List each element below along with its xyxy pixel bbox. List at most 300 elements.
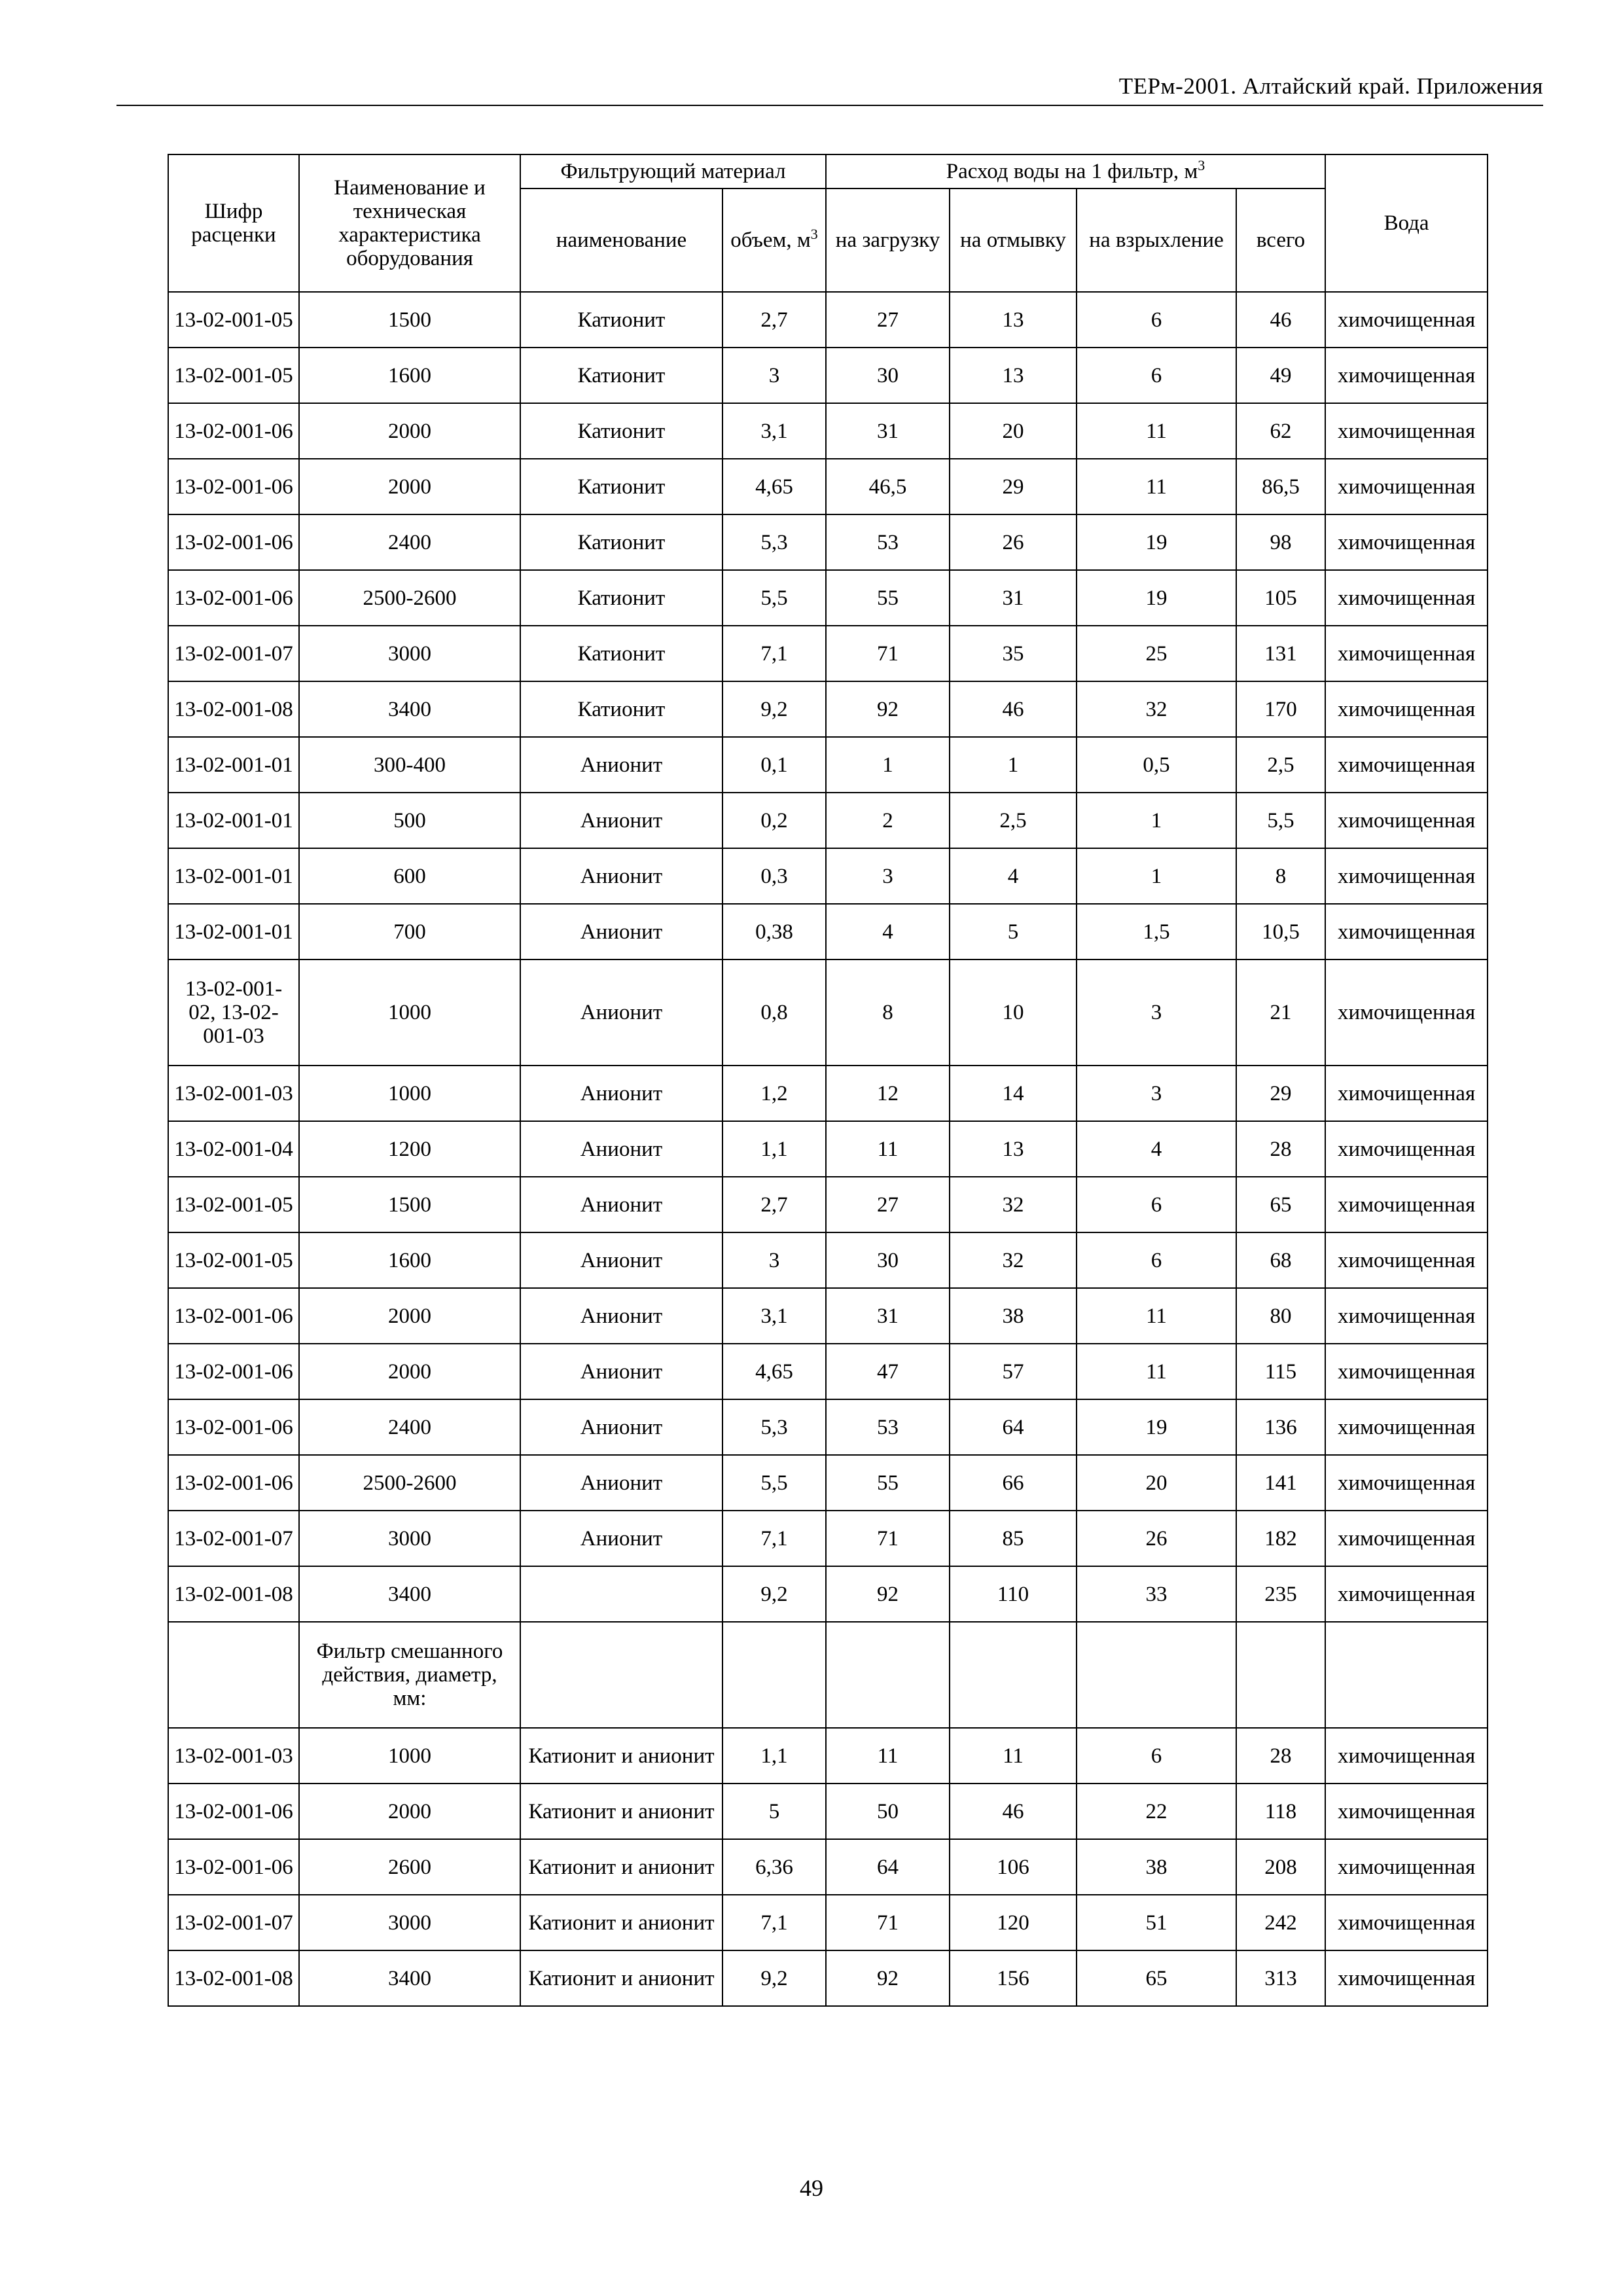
table-row — [168, 793, 1488, 848]
cell-total: 46 — [1236, 292, 1325, 348]
cell-loosening: 11 — [1077, 403, 1236, 459]
cell-washing: 85 — [950, 1511, 1077, 1566]
cell-material: Анионит — [520, 904, 722, 960]
cell-washing: 38 — [950, 1288, 1077, 1344]
cell-washing: 10 — [950, 960, 1077, 1066]
cell-total: 98 — [1236, 514, 1325, 570]
cell-name: 300-400 — [299, 737, 520, 793]
table-row — [168, 1839, 1488, 1895]
cell-loading: 53 — [826, 514, 950, 570]
table-row — [168, 1950, 1488, 2006]
cell-name: 3000 — [299, 1511, 520, 1566]
cell-water: химочищенная — [1325, 1839, 1488, 1895]
cell-material: Катионит — [520, 403, 722, 459]
empty-cell — [950, 1622, 1077, 1728]
cell-material: Катионит и анионит — [520, 1895, 722, 1950]
cell-volume: 1,1 — [722, 1728, 826, 1784]
cell-washing: 32 — [950, 1232, 1077, 1288]
cell-washing: 64 — [950, 1399, 1077, 1455]
cell-washing: 31 — [950, 570, 1077, 626]
cell-code: 13-02-001-03 — [168, 1066, 299, 1121]
empty-cell — [520, 1622, 722, 1728]
table-row — [168, 960, 1488, 1066]
cell-loading: 47 — [826, 1344, 950, 1399]
cell-material: Анионит — [520, 1066, 722, 1121]
cell-code: 13-02-001-07 — [168, 626, 299, 681]
cell-code: 13-02-001-06 — [168, 1455, 299, 1511]
cell-water: химочищенная — [1325, 348, 1488, 403]
cell-loading: 50 — [826, 1784, 950, 1839]
cell-total: 21 — [1236, 960, 1325, 1066]
cell-material: Анионит — [520, 848, 722, 904]
header-loosening: на взрыхление — [1077, 188, 1236, 292]
cell-volume: 3,1 — [722, 1288, 826, 1344]
cell-water: химочищенная — [1325, 737, 1488, 793]
cell-loading: 71 — [826, 626, 950, 681]
cell-volume: 9,2 — [722, 681, 826, 737]
cell-loading: 11 — [826, 1121, 950, 1177]
page-number: 49 — [800, 2175, 823, 2201]
cell-loosening: 19 — [1077, 514, 1236, 570]
cell-washing: 11 — [950, 1728, 1077, 1784]
cell-washing: 2,5 — [950, 793, 1077, 848]
cell-total: 136 — [1236, 1399, 1325, 1455]
cell-material: Анионит — [520, 1344, 722, 1399]
cell-loosening: 1,5 — [1077, 904, 1236, 960]
cell-loosening: 25 — [1077, 626, 1236, 681]
table-row — [168, 848, 1488, 904]
cell-total: 115 — [1236, 1344, 1325, 1399]
empty-cell — [1325, 1622, 1488, 1728]
cell-total: 242 — [1236, 1895, 1325, 1950]
cell-material — [520, 1566, 722, 1622]
cell-water: химочищенная — [1325, 570, 1488, 626]
cell-water: химочищенная — [1325, 1455, 1488, 1511]
cell-loosening: 19 — [1077, 1399, 1236, 1455]
cell-water: химочищенная — [1325, 1066, 1488, 1121]
cell-water: химочищенная — [1325, 1344, 1488, 1399]
cell-loading: 30 — [826, 348, 950, 403]
cell-name: 1000 — [299, 1728, 520, 1784]
cell-loading: 8 — [826, 960, 950, 1066]
cell-volume: 5,5 — [722, 570, 826, 626]
cell-loading: 53 — [826, 1399, 950, 1455]
table-row — [168, 681, 1488, 737]
cell-volume: 0,3 — [722, 848, 826, 904]
cell-code: 13-02-001-02, 13-02-001-03 — [168, 960, 299, 1066]
cell-water: химочищенная — [1325, 1784, 1488, 1839]
cell-loading: 31 — [826, 1288, 950, 1344]
cell-code: 13-02-001-06 — [168, 403, 299, 459]
table-row — [168, 1288, 1488, 1344]
header-row-1 — [168, 154, 1488, 188]
cell-material: Анионит — [520, 1121, 722, 1177]
cell-code: 13-02-001-06 — [168, 1344, 299, 1399]
cell-material: Катионит и анионит — [520, 1839, 722, 1895]
empty-cell — [168, 1622, 299, 1728]
cell-water: химочищенная — [1325, 459, 1488, 514]
cell-material: Катионит — [520, 681, 722, 737]
subheader-label: Фильтр смешанного действия, диаметр, мм: — [299, 1622, 520, 1728]
table-row — [168, 1511, 1488, 1566]
cell-code: 13-02-001-06 — [168, 459, 299, 514]
cell-volume: 3,1 — [722, 403, 826, 459]
table-body — [168, 154, 1488, 2006]
cell-total: 49 — [1236, 348, 1325, 403]
cell-total: 2,5 — [1236, 737, 1325, 793]
header-volume-sup: 3 — [810, 226, 818, 242]
cell-water: химочищенная — [1325, 1399, 1488, 1455]
cell-washing: 32 — [950, 1177, 1077, 1232]
cell-washing: 120 — [950, 1895, 1077, 1950]
cell-loosening: 65 — [1077, 1950, 1236, 2006]
cell-total: 235 — [1236, 1566, 1325, 1622]
cell-material: Анионит — [520, 737, 722, 793]
cell-total: 68 — [1236, 1232, 1325, 1288]
cell-code: 13-02-001-07 — [168, 1895, 299, 1950]
cell-volume: 0,1 — [722, 737, 826, 793]
cell-water: химочищенная — [1325, 626, 1488, 681]
cell-washing: 5 — [950, 904, 1077, 960]
cell-name: 3400 — [299, 1950, 520, 2006]
cell-material: Катионит и анионит — [520, 1728, 722, 1784]
cell-water: химочищенная — [1325, 1232, 1488, 1288]
cell-total: 170 — [1236, 681, 1325, 737]
cell-name: 2000 — [299, 403, 520, 459]
cell-total: 182 — [1236, 1511, 1325, 1566]
cell-loosening: 6 — [1077, 292, 1236, 348]
cell-name: 3000 — [299, 1895, 520, 1950]
cell-loading: 92 — [826, 681, 950, 737]
cell-name: 1200 — [299, 1121, 520, 1177]
cell-loosening: 6 — [1077, 348, 1236, 403]
cell-loading: 92 — [826, 1566, 950, 1622]
cell-code: 13-02-001-08 — [168, 1566, 299, 1622]
cell-loading: 71 — [826, 1511, 950, 1566]
cell-loosening: 11 — [1077, 1288, 1236, 1344]
cell-loosening: 1 — [1077, 793, 1236, 848]
cell-loosening: 32 — [1077, 681, 1236, 737]
cell-loading: 3 — [826, 848, 950, 904]
cell-name: 500 — [299, 793, 520, 848]
cell-loading: 71 — [826, 1895, 950, 1950]
cell-loading: 55 — [826, 570, 950, 626]
cell-water: химочищенная — [1325, 403, 1488, 459]
cell-material: Катионит и анионит — [520, 1784, 722, 1839]
cell-loosening: 6 — [1077, 1177, 1236, 1232]
cell-volume: 4,65 — [722, 1344, 826, 1399]
table-row — [168, 1728, 1488, 1784]
cell-washing: 46 — [950, 681, 1077, 737]
table-row — [168, 403, 1488, 459]
water-usage-table — [168, 154, 1488, 2007]
cell-code: 13-02-001-01 — [168, 793, 299, 848]
cell-loading: 2 — [826, 793, 950, 848]
cell-water: химочищенная — [1325, 1511, 1488, 1566]
cell-washing: 1 — [950, 737, 1077, 793]
header-filter-material: Фильтрующий материал — [520, 154, 826, 188]
cell-loosening: 51 — [1077, 1895, 1236, 1950]
cell-total: 10,5 — [1236, 904, 1325, 960]
table-row — [168, 570, 1488, 626]
cell-washing: 57 — [950, 1344, 1077, 1399]
cell-volume: 6,36 — [722, 1839, 826, 1895]
cell-name: 3000 — [299, 626, 520, 681]
header-volume-text: объем, м — [730, 228, 811, 252]
cell-total: 28 — [1236, 1121, 1325, 1177]
cell-name: 600 — [299, 848, 520, 904]
cell-loading: 1 — [826, 737, 950, 793]
cell-volume: 9,2 — [722, 1566, 826, 1622]
cell-code: 13-02-001-06 — [168, 1288, 299, 1344]
cell-loosening: 20 — [1077, 1455, 1236, 1511]
cell-volume: 0,8 — [722, 960, 826, 1066]
cell-material: Катионит — [520, 292, 722, 348]
header-name: Наименование и техническая характеристика оборудования — [299, 154, 520, 292]
cell-loading: 4 — [826, 904, 950, 960]
cell-loosening: 26 — [1077, 1511, 1236, 1566]
cell-name: 3400 — [299, 1566, 520, 1622]
cell-water: химочищенная — [1325, 1950, 1488, 2006]
cell-name: 2000 — [299, 1784, 520, 1839]
cell-code: 13-02-001-07 — [168, 1511, 299, 1566]
table-row — [168, 904, 1488, 960]
cell-total: 62 — [1236, 403, 1325, 459]
table-row — [168, 1121, 1488, 1177]
cell-water: химочищенная — [1325, 848, 1488, 904]
table-row — [168, 459, 1488, 514]
table-row — [168, 1566, 1488, 1622]
cell-loading: 46,5 — [826, 459, 950, 514]
cell-volume: 7,1 — [722, 626, 826, 681]
cell-loading: 27 — [826, 292, 950, 348]
cell-volume: 2,7 — [722, 1177, 826, 1232]
cell-volume: 4,65 — [722, 459, 826, 514]
header-loading: на загрузку — [826, 188, 950, 292]
cell-name: 3400 — [299, 681, 520, 737]
cell-loading: 64 — [826, 1839, 950, 1895]
empty-cell — [1236, 1622, 1325, 1728]
cell-water: химочищенная — [1325, 1121, 1488, 1177]
table-row — [168, 348, 1488, 403]
cell-material: Катионит — [520, 626, 722, 681]
cell-name: 2500-2600 — [299, 570, 520, 626]
cell-code: 13-02-001-06 — [168, 1399, 299, 1455]
cell-material: Катионит — [520, 514, 722, 570]
cell-loading: 27 — [826, 1177, 950, 1232]
cell-washing: 13 — [950, 1121, 1077, 1177]
cell-volume: 3 — [722, 1232, 826, 1288]
cell-washing: 13 — [950, 292, 1077, 348]
cell-washing: 4 — [950, 848, 1077, 904]
cell-material: Анионит — [520, 960, 722, 1066]
cell-code: 13-02-001-03 — [168, 1728, 299, 1784]
cell-total: 105 — [1236, 570, 1325, 626]
cell-loading: 92 — [826, 1950, 950, 2006]
cell-loosening: 6 — [1077, 1728, 1236, 1784]
cell-water: химочищенная — [1325, 514, 1488, 570]
cell-volume: 3 — [722, 348, 826, 403]
cell-code: 13-02-001-05 — [168, 1177, 299, 1232]
cell-name: 1500 — [299, 1177, 520, 1232]
cell-total: 8 — [1236, 848, 1325, 904]
header-code: Шифр расценки — [168, 154, 299, 292]
cell-washing: 110 — [950, 1566, 1077, 1622]
cell-loosening: 6 — [1077, 1232, 1236, 1288]
empty-cell — [722, 1622, 826, 1728]
cell-washing: 46 — [950, 1784, 1077, 1839]
cell-material: Анионит — [520, 1399, 722, 1455]
cell-loosening: 4 — [1077, 1121, 1236, 1177]
running-header: ТЕРм-2001. Алтайский край. Приложения — [1118, 73, 1543, 99]
cell-material: Анионит — [520, 1232, 722, 1288]
cell-washing: 29 — [950, 459, 1077, 514]
cell-washing: 156 — [950, 1950, 1077, 2006]
cell-code: 13-02-001-01 — [168, 904, 299, 960]
cell-water: химочищенная — [1325, 960, 1488, 1066]
cell-loading: 11 — [826, 1728, 950, 1784]
cell-total: 65 — [1236, 1177, 1325, 1232]
cell-loosening: 1 — [1077, 848, 1236, 904]
cell-loosening: 3 — [1077, 960, 1236, 1066]
cell-total: 5,5 — [1236, 793, 1325, 848]
header-rule — [116, 105, 1543, 106]
cell-name: 2000 — [299, 1288, 520, 1344]
cell-volume: 5,5 — [722, 1455, 826, 1511]
cell-washing: 106 — [950, 1839, 1077, 1895]
header-volume — [722, 188, 826, 292]
header-water: Вода — [1325, 154, 1488, 292]
table-row — [168, 292, 1488, 348]
cell-name: 2000 — [299, 459, 520, 514]
cell-material: Анионит — [520, 1455, 722, 1511]
cell-name: 2400 — [299, 1399, 520, 1455]
table-row — [168, 1177, 1488, 1232]
cell-material: Катионит — [520, 570, 722, 626]
cell-code: 13-02-001-05 — [168, 348, 299, 403]
cell-water: химочищенная — [1325, 904, 1488, 960]
cell-volume: 1,2 — [722, 1066, 826, 1121]
cell-name: 2000 — [299, 1344, 520, 1399]
table-subheader-row — [168, 1622, 1488, 1728]
cell-volume: 2,7 — [722, 292, 826, 348]
cell-code: 13-02-001-06 — [168, 1784, 299, 1839]
cell-total: 141 — [1236, 1455, 1325, 1511]
cell-material: Анионит — [520, 1177, 722, 1232]
cell-name: 1500 — [299, 292, 520, 348]
table-row — [168, 1784, 1488, 1839]
cell-total: 80 — [1236, 1288, 1325, 1344]
header-water-usage-sup: 3 — [1198, 157, 1205, 173]
cell-loading: 12 — [826, 1066, 950, 1121]
table-row — [168, 514, 1488, 570]
header-material-name: наименование — [520, 188, 722, 292]
cell-loading: 30 — [826, 1232, 950, 1288]
cell-name: 700 — [299, 904, 520, 960]
header-washing: на отмывку — [950, 188, 1077, 292]
cell-name: 1000 — [299, 1066, 520, 1121]
cell-loosening: 38 — [1077, 1839, 1236, 1895]
cell-washing: 20 — [950, 403, 1077, 459]
header-total: всего — [1236, 188, 1325, 292]
empty-cell — [826, 1622, 950, 1728]
cell-washing: 26 — [950, 514, 1077, 570]
table-row — [168, 1895, 1488, 1950]
cell-water: химочищенная — [1325, 1288, 1488, 1344]
table-row — [168, 1455, 1488, 1511]
cell-code: 13-02-001-08 — [168, 1950, 299, 2006]
cell-volume: 9,2 — [722, 1950, 826, 2006]
cell-water: химочищенная — [1325, 1895, 1488, 1950]
cell-water: химочищенная — [1325, 1728, 1488, 1784]
cell-total: 29 — [1236, 1066, 1325, 1121]
cell-loosening: 22 — [1077, 1784, 1236, 1839]
cell-total: 313 — [1236, 1950, 1325, 2006]
cell-total: 118 — [1236, 1784, 1325, 1839]
cell-water: химочищенная — [1325, 1566, 1488, 1622]
cell-loosening: 11 — [1077, 459, 1236, 514]
table-row — [168, 1066, 1488, 1121]
table-row — [168, 1399, 1488, 1455]
cell-volume: 5,3 — [722, 514, 826, 570]
cell-name: 2400 — [299, 514, 520, 570]
cell-name: 1600 — [299, 1232, 520, 1288]
empty-cell — [1077, 1622, 1236, 1728]
table-row — [168, 737, 1488, 793]
cell-code: 13-02-001-06 — [168, 1839, 299, 1895]
cell-code: 13-02-001-05 — [168, 1232, 299, 1288]
cell-name: 2600 — [299, 1839, 520, 1895]
cell-washing: 66 — [950, 1455, 1077, 1511]
cell-total: 208 — [1236, 1839, 1325, 1895]
cell-code: 13-02-001-01 — [168, 848, 299, 904]
cell-code: 13-02-001-04 — [168, 1121, 299, 1177]
table-row — [168, 1344, 1488, 1399]
cell-material: Анионит — [520, 1288, 722, 1344]
cell-name: 1000 — [299, 960, 520, 1066]
cell-code: 13-02-001-01 — [168, 737, 299, 793]
cell-material: Анионит — [520, 1511, 722, 1566]
cell-material: Анионит — [520, 793, 722, 848]
cell-code: 13-02-001-08 — [168, 681, 299, 737]
cell-volume: 1,1 — [722, 1121, 826, 1177]
cell-loading: 31 — [826, 403, 950, 459]
header-water-usage-text: Расход воды на 1 фильтр, м — [946, 160, 1198, 183]
cell-loosening: 0,5 — [1077, 737, 1236, 793]
cell-water: химочищенная — [1325, 681, 1488, 737]
cell-total: 131 — [1236, 626, 1325, 681]
cell-code: 13-02-001-06 — [168, 514, 299, 570]
cell-material: Катионит и анионит — [520, 1950, 722, 2006]
cell-code: 13-02-001-05 — [168, 292, 299, 348]
table-row — [168, 1232, 1488, 1288]
cell-volume: 0,2 — [722, 793, 826, 848]
cell-volume: 7,1 — [722, 1511, 826, 1566]
cell-loading: 55 — [826, 1455, 950, 1511]
cell-code: 13-02-001-06 — [168, 570, 299, 626]
cell-water: химочищенная — [1325, 793, 1488, 848]
cell-volume: 7,1 — [722, 1895, 826, 1950]
cell-volume: 0,38 — [722, 904, 826, 960]
cell-loosening: 33 — [1077, 1566, 1236, 1622]
cell-material: Катионит — [520, 348, 722, 403]
cell-loosening: 11 — [1077, 1344, 1236, 1399]
cell-volume: 5 — [722, 1784, 826, 1839]
cell-total: 28 — [1236, 1728, 1325, 1784]
cell-washing: 14 — [950, 1066, 1077, 1121]
cell-loosening: 19 — [1077, 570, 1236, 626]
cell-washing: 35 — [950, 626, 1077, 681]
